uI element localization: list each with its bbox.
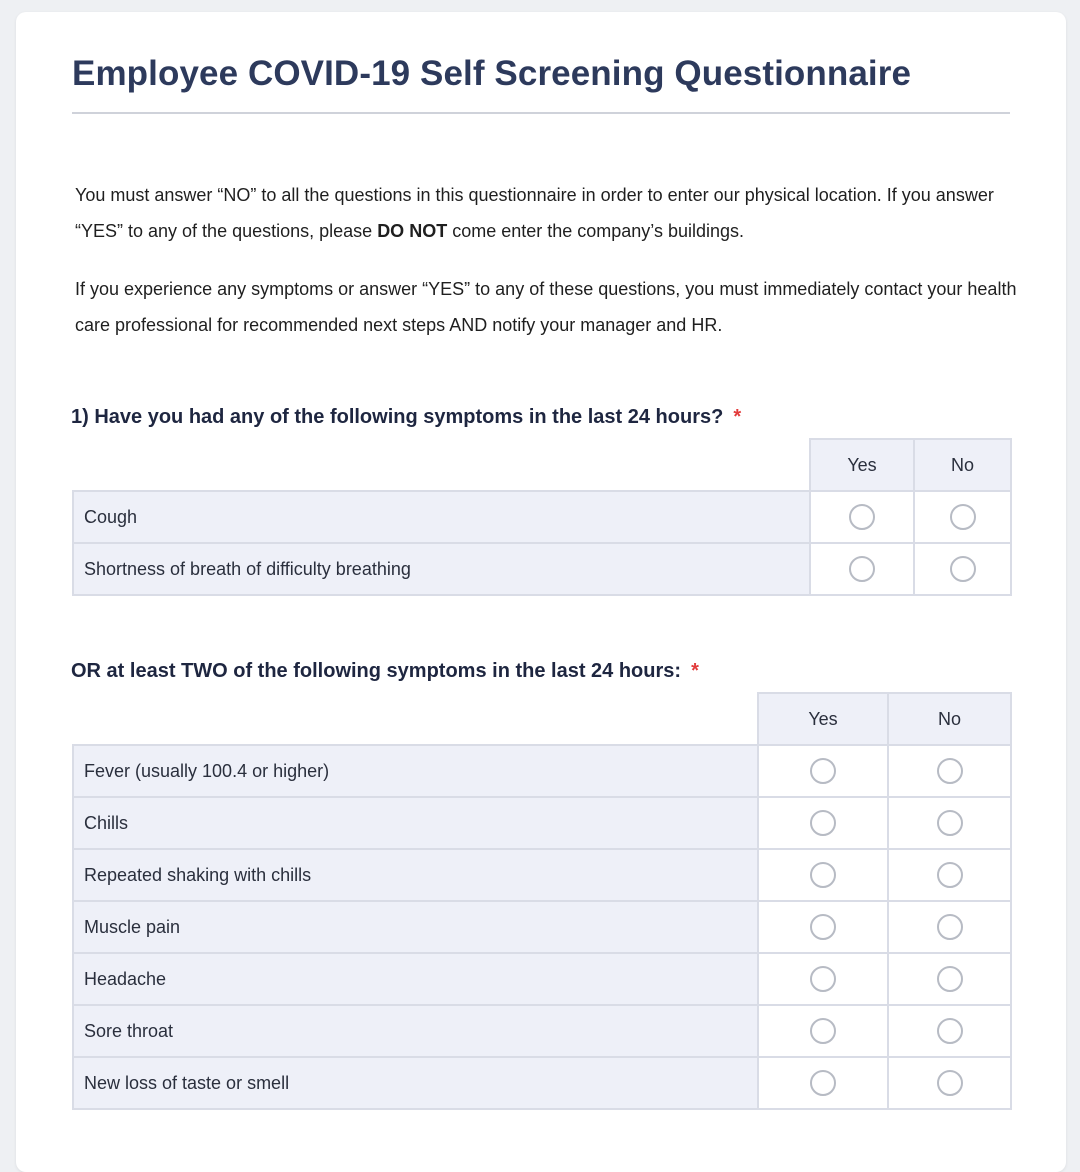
radio-cell-no[interactable] <box>888 953 1011 1005</box>
required-asterisk: * <box>691 660 699 682</box>
radio-cell-no[interactable] <box>914 491 1011 543</box>
intro-paragraph-1 <box>75 177 1020 249</box>
radio-no-icon[interactable] <box>937 914 963 940</box>
radio-cell-yes[interactable] <box>758 797 888 849</box>
radio-no-icon[interactable] <box>937 758 963 784</box>
table-row <box>73 901 1011 953</box>
question-1-rows <box>73 491 1011 595</box>
radio-cell-yes[interactable] <box>758 745 888 797</box>
radio-yes-icon[interactable] <box>810 810 836 836</box>
radio-no-icon[interactable] <box>937 1070 963 1096</box>
table-row <box>73 797 1011 849</box>
table-row <box>73 491 1011 543</box>
title-divider <box>72 112 1010 114</box>
radio-cell-yes[interactable] <box>758 1005 888 1057</box>
radio-cell-no[interactable] <box>888 849 1011 901</box>
table-row <box>73 1057 1011 1109</box>
intro-paragraph-2: If you experience any symptoms or answer “YES” to any of these questions, you must immediately contact your health care professional for recommended next steps AND notify your manager and HR. <box>75 279 1017 335</box>
radio-yes-icon[interactable] <box>810 966 836 992</box>
column-header-yes: Yes <box>810 439 914 491</box>
radio-cell-no[interactable] <box>888 1005 1011 1057</box>
form-card <box>16 12 1066 1172</box>
row-label-muscle-pain: Muscle pain <box>73 901 758 953</box>
grid-header-row <box>73 439 1011 491</box>
radio-yes-icon[interactable] <box>810 1018 836 1044</box>
radio-yes-icon[interactable] <box>849 504 875 530</box>
question-1-title-text: 1) Have you had any of the following symptoms in the last 24 hours? <box>71 406 724 428</box>
radio-yes-icon[interactable] <box>810 758 836 784</box>
radio-no-icon[interactable] <box>937 862 963 888</box>
row-label-fever-usually-100-4-or-higher: Fever (usually 100.4 or higher) <box>73 745 758 797</box>
table-row <box>73 953 1011 1005</box>
radio-yes-icon[interactable] <box>810 862 836 888</box>
question-2-rows <box>73 745 1011 1109</box>
radio-no-icon[interactable] <box>950 556 976 582</box>
table-row <box>73 1005 1011 1057</box>
page-title: Employee COVID-19 Self Screening Questionnaire <box>72 54 912 93</box>
question-2-title-text: OR at least TWO of the following symptoms in the last 24 hours: <box>71 660 682 682</box>
row-label-new-loss-of-taste-or-smell: New loss of taste or smell <box>73 1057 758 1109</box>
intro-p1-text-a: You must answer “NO” to all the questions in this questionnaire in order to enter our physical location. If you answer “YES” to any of the questions, please <box>75 185 994 241</box>
column-header-no: No <box>888 693 1011 745</box>
radio-yes-icon[interactable] <box>810 1070 836 1096</box>
table-row <box>73 543 1011 595</box>
radio-cell-no[interactable] <box>888 745 1011 797</box>
row-label-headache: Headache <box>73 953 758 1005</box>
table-row <box>73 849 1011 901</box>
radio-cell-yes[interactable] <box>810 543 914 595</box>
row-label-cough: Cough <box>73 491 810 543</box>
radio-no-icon[interactable] <box>950 504 976 530</box>
row-label-repeated-shaking-with-chills: Repeated shaking with chills <box>73 849 758 901</box>
column-header-no: No <box>914 439 1011 491</box>
intro-p1-text-b: come enter the company’s buildings. <box>447 221 745 241</box>
radio-cell-yes[interactable] <box>758 849 888 901</box>
row-label-chills: Chills <box>73 797 758 849</box>
radio-yes-icon[interactable] <box>810 914 836 940</box>
grid-header-blank <box>73 693 758 745</box>
grid-header-row <box>73 693 1011 745</box>
radio-cell-yes[interactable] <box>810 491 914 543</box>
row-label-sore-throat: Sore throat <box>73 1005 758 1057</box>
intro-p1-bold: DO NOT <box>377 221 448 241</box>
radio-yes-icon[interactable] <box>849 556 875 582</box>
question-1-title <box>71 406 741 429</box>
table-row <box>73 745 1011 797</box>
radio-cell-no[interactable] <box>914 543 1011 595</box>
radio-cell-yes[interactable] <box>758 901 888 953</box>
question-2-grid <box>72 692 1012 1110</box>
radio-cell-yes[interactable] <box>758 1057 888 1109</box>
radio-no-icon[interactable] <box>937 810 963 836</box>
question-2-title <box>71 660 699 683</box>
intro-text <box>75 177 1020 365</box>
radio-cell-no[interactable] <box>888 1057 1011 1109</box>
column-header-yes: Yes <box>758 693 888 745</box>
radio-no-icon[interactable] <box>937 1018 963 1044</box>
question-1-grid <box>72 438 1012 596</box>
radio-cell-yes[interactable] <box>758 953 888 1005</box>
radio-cell-no[interactable] <box>888 901 1011 953</box>
required-asterisk: * <box>733 406 742 428</box>
radio-cell-no[interactable] <box>888 797 1011 849</box>
radio-no-icon[interactable] <box>937 966 963 992</box>
grid-header-blank <box>73 439 810 491</box>
row-label-shortness-of-breath-of-difficulty-breathing: Shortness of breath of difficulty breathing <box>73 543 810 595</box>
